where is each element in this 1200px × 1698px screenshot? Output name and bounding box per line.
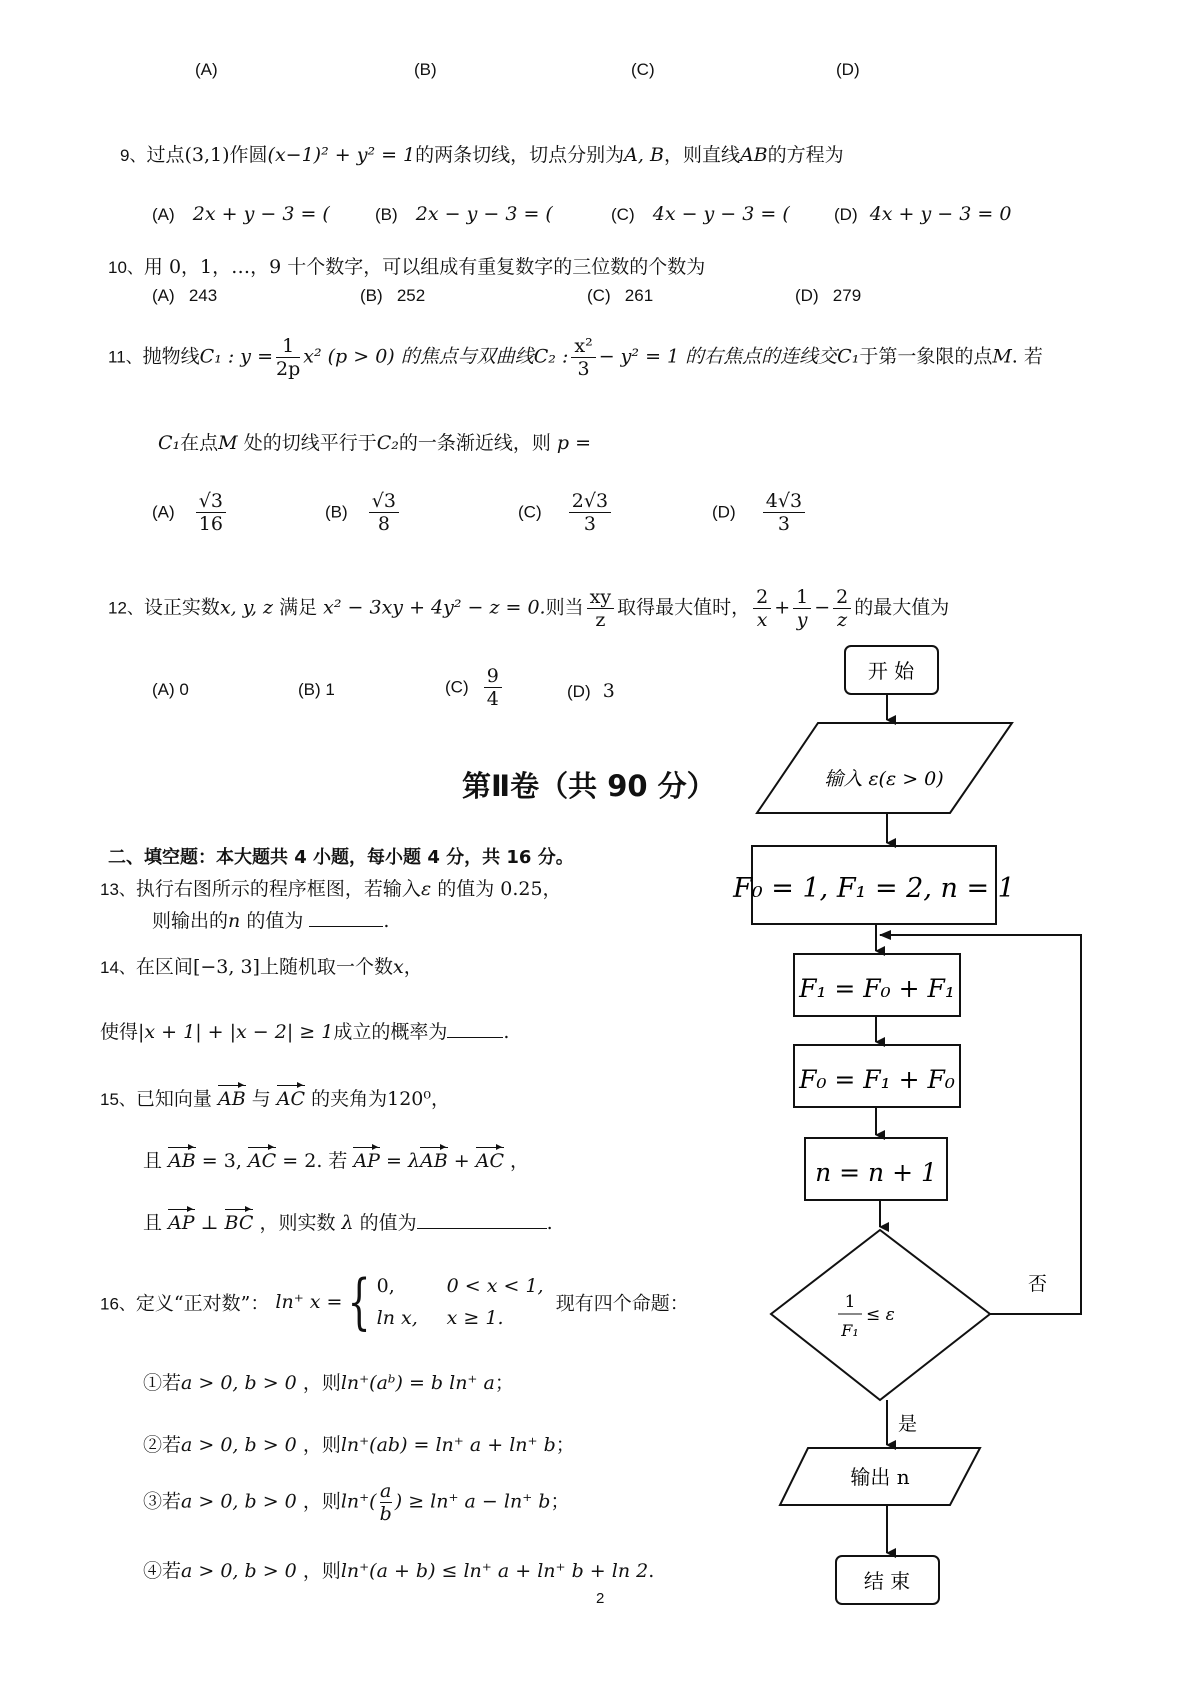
question-11: 11、抛物线C₁ : y = $\frac{1}{2p}$ x² (p > 0) 的焦点与双曲线C₂ : $\frac{\text{x²}}{3}$ − y² = 1 的右焦点的连线交C₁于第一象限的点M. 若 [108, 335, 1043, 380]
q9-text-d: ，则直线 [663, 144, 740, 166]
q11-option-a: (A) $\frac{√3}{16}$ [152, 490, 229, 535]
q9-number: 9、 [120, 146, 147, 165]
flow-step1-text: F₁ = F₀ + F₁ [799, 974, 955, 1003]
flow-output-text: 输出 n [850, 1465, 910, 1489]
q9-point: (3,1) [184, 144, 230, 166]
flow-start-text: 开 始 [867, 659, 915, 683]
q16-prop-3: ③若a > 0, b > 0 ，则ln⁺( $\frac{a}{b}$ ) ≥ ln⁺ a − ln⁺ b； [143, 1480, 570, 1525]
question-13: 13、执行右图所示的程序框图，若输入ε 的值为 0.25， [100, 878, 562, 900]
left-brace: { [348, 1267, 372, 1337]
q16-prop-1: ①若a > 0, b > 0 ，则ln⁺(aᵇ) = b ln⁺ a； [143, 1372, 514, 1394]
q12-option-c: (C) $\frac{9}{4}$ [445, 665, 505, 710]
q15-line-2: 且 AB = 3, AC = 2. 若 AP = λAB + AC ， [143, 1150, 530, 1172]
q9-text-e: 的方程为 [767, 144, 844, 166]
prev-option-c: (C) [631, 60, 655, 79]
flow-cond-num: 1 [844, 1292, 856, 1312]
q9-ab2: AB [739, 144, 768, 166]
flow-step3-text: n = n + 1 [815, 1158, 937, 1187]
q16-prop-2: ②若a > 0, b > 0 ，则ln⁺(ab) = ln⁺ a + ln⁺ b； [143, 1434, 575, 1456]
q11-option-b: (B) $\frac{√3}{8}$ [325, 490, 402, 535]
q10-option-c: (C) 261 [587, 286, 654, 305]
q16-prop-4: ④若a > 0, b > 0 ，则ln⁺(a + b) ≤ ln⁺ a + ln⁺ b + ln 2. [143, 1560, 655, 1582]
fill-in-heading: 二、填空题：本大题共 4 小题，每小题 4 分，共 16 分。 [108, 847, 574, 868]
q9-option-c: (C) 4x − y − 3 = ( [611, 203, 790, 225]
q10-text: 用 0，1，…，9 十个数字，可以组成有重复数字的三位数的个数为 [143, 256, 706, 278]
q9-text-c: 的两条切线，切点分别为 [415, 144, 625, 166]
q9-text-b: 作圆 [229, 144, 268, 166]
piecewise-cases: 0, 0 < x < 1, ln x, x ≥ 1. [376, 1275, 544, 1329]
q10-option-d: (D) 279 [795, 286, 862, 305]
q9-text-a: 过点 [146, 144, 185, 166]
prev-option-b: (B) [414, 60, 437, 79]
q12-option-b: (B) 1 [298, 680, 335, 699]
q13-line-2: 则输出的n 的值为 . [152, 910, 390, 932]
flow-input-text: 输入 ε(ε > 0) [824, 768, 944, 790]
prev-option-d: (D) [836, 60, 860, 79]
section-title: 第Ⅱ卷（共 90 分） [462, 769, 716, 803]
q12-option-d: (D) 3 [567, 680, 615, 702]
flow-end-text: 结 束 [863, 1569, 911, 1593]
q11-fraction: $\frac{1}{2p}$ [276, 335, 301, 380]
q12-option-a: (A) 0 [152, 680, 189, 699]
q10-option-a: (A) 243 [152, 286, 218, 305]
q9-option-d: (D) 4x + y − 3 = 0 [834, 203, 1012, 225]
question-10: 10、用 0，1，…，9 十个数字，可以组成有重复数字的三位数的个数为 [108, 256, 706, 278]
q9-option-a: (A) 2x + y − 3 = ( [152, 203, 330, 225]
flow-init-text: F₀ = 1, F₁ = 2, n = 1 [733, 873, 1015, 904]
flow-cond-den: F₁ [841, 1321, 859, 1340]
q9-option-b: (B) 2x − y − 3 = ( [375, 203, 553, 225]
q9-circle: (x−1)² + y² = 1 [267, 144, 416, 166]
question-16: 16、定义“正对数”： ln⁺ x ={ 0, 0 < x < 1, ln x, x ≥ 1. 现有四个命题： [100, 1267, 689, 1337]
q15-line-3: 且 AP ⊥ BC ，则实数 λ 的值为 . [143, 1212, 553, 1234]
question-15: 15、已知向量 AB 与 AC 的夹角为120⁰， [100, 1088, 451, 1110]
question-14: 14、在区间[−3, 3]上随机取一个数x， [100, 956, 423, 978]
page-number: 2 [596, 1590, 605, 1607]
q14-line-2: 使得|x + 1| + |x − 2| ≥ 1成立的概率为 . [100, 1021, 510, 1043]
q11-fraction-2: $\frac{\text{x²}}{3}$ [571, 335, 595, 380]
q9-ab: A, B [624, 144, 664, 166]
q11-option-d: (D) $\frac{4√3}{3}$ [712, 490, 808, 535]
flow-cond-rel: ≤ ε [866, 1305, 895, 1325]
q11-line-2: C₁在点M 处的切线平行于C₂的一条渐近线，则 p = [158, 432, 592, 454]
question-12: 12、设正实数x, y, z 满足 x² − 3xy + 4y² − z = 0.则当 $\frac{xy}{z}$ 取得最大值时， $\frac{2}{x}$ + $\frac{1}{y}$ − $\frac{2}{z}$ 的最大值为 [108, 586, 950, 631]
flow-yes-label: 是 [898, 1413, 918, 1435]
prev-option-a: (A) [195, 60, 218, 79]
flow-no-label: 否 [1028, 1273, 1048, 1295]
q10-option-b: (B) 252 [360, 286, 426, 305]
flow-step2-text: F₀ = F₁ + F₀ [799, 1065, 955, 1094]
q11-option-c: (C) $\frac{2√3}{3}$ [518, 490, 614, 535]
